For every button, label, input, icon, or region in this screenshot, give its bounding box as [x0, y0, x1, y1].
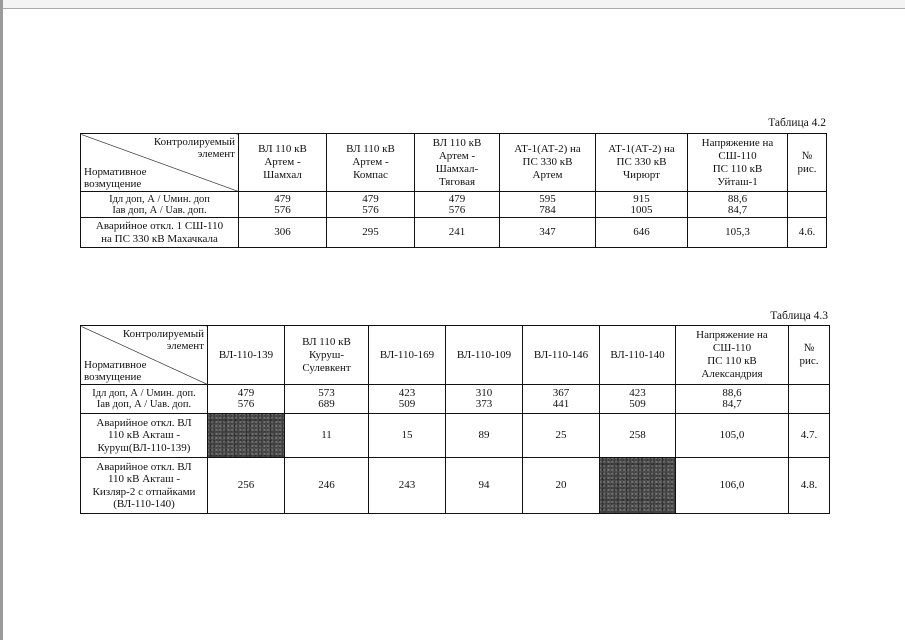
corner-disturbance-label: возмущение	[84, 178, 142, 190]
limit-value-cell: 479 576	[208, 385, 285, 414]
value-cell: 306	[239, 218, 327, 248]
corner-cell	[81, 134, 239, 192]
limit-value-cell: 915 1005	[596, 192, 688, 218]
shaded-blank-cell	[600, 458, 676, 514]
value-cell: 94	[446, 458, 523, 514]
column-header: № рис.	[788, 134, 827, 192]
emergency-limit-label: Iав доп, А / Uав. доп.	[96, 399, 192, 410]
value-cell: 15	[369, 414, 446, 458]
table-4-3-caption: Таблица 4.3	[770, 310, 828, 322]
scenario-label: Аварийное откл. ВЛ 110 кВ Акташ - Куруш(ВЛ-110-139)	[81, 414, 208, 458]
limit-value-cell	[788, 192, 827, 218]
scenario-row	[81, 414, 830, 458]
column-header: ВЛ-110-140	[600, 326, 676, 385]
value-cell: 241	[415, 218, 500, 248]
limit-value-cell: 479 576	[327, 192, 415, 218]
table-4-2	[80, 133, 827, 248]
value-cell: 246	[285, 458, 369, 514]
header-row	[81, 134, 827, 192]
value-cell: 646	[596, 218, 688, 248]
corner-element-label: элемент	[166, 340, 204, 352]
limits-row	[81, 385, 830, 414]
corner-cell	[81, 326, 208, 385]
limit-value-cell: 423 509	[369, 385, 446, 414]
value-cell: 347	[500, 218, 596, 248]
corner-normative-label: Нормативное	[84, 359, 147, 371]
column-header: ВЛ-110-109	[446, 326, 523, 385]
long-term-limit-label: Iдл доп, А / Uмин. доп	[109, 193, 210, 205]
scenario-row	[81, 218, 827, 248]
limits-row	[81, 192, 827, 218]
column-header: ВЛ 110 кВ Артем - Шамхал- Тяговая	[415, 134, 500, 192]
corner-controlled-label: Контролируемый	[122, 328, 204, 340]
limit-value-cell: 367 441	[523, 385, 600, 414]
figure-number-cell: 4.6.	[788, 218, 827, 248]
value-cell: 256	[208, 458, 285, 514]
value-cell: 105,0	[676, 414, 789, 458]
limit-value-cell: 573 689	[285, 385, 369, 414]
scan-left-edge	[0, 0, 3, 640]
limit-value-cell: 479 576	[239, 192, 327, 218]
value-cell: 11	[285, 414, 369, 458]
column-header: Напряжение на СШ-110 ПС 110 кВ Александрия	[676, 326, 789, 385]
corner-disturbance-label: возмущение	[84, 371, 142, 383]
figure-number-cell: 4.7.	[789, 414, 830, 458]
limit-value-cell: 310 373	[446, 385, 523, 414]
limit-value-cell	[789, 385, 830, 414]
column-header: ВЛ 110 кВ Куруш- Сулевкент	[285, 326, 369, 385]
column-header: ВЛ 110 кВ Артем - Шамхал	[239, 134, 327, 192]
value-cell: 89	[446, 414, 523, 458]
scenario-label: Аварийное откл. ВЛ 110 кВ Акташ - Кизляр-2 с отпайками (ВЛ-110-140)	[81, 458, 208, 514]
limit-value-cell: 88,6 84,7	[688, 192, 788, 218]
column-header: ВЛ-110-169	[369, 326, 446, 385]
table-4-2-caption: Таблица 4.2	[768, 117, 826, 129]
value-cell: 105,3	[688, 218, 788, 248]
limits-label-cell	[81, 192, 239, 218]
column-header: Напряжение на СШ-110 ПС 110 кВ Уйташ-1	[688, 134, 788, 192]
value-cell: 295	[327, 218, 415, 248]
figure-number-cell: 4.8.	[789, 458, 830, 514]
scenario-row	[81, 458, 830, 514]
value-cell: 20	[523, 458, 600, 514]
corner-controlled-label: Контролируемый	[153, 136, 235, 148]
column-header: АТ-1(АТ-2) на ПС 330 кВ Чирюрт	[596, 134, 688, 192]
value-cell: 258	[600, 414, 676, 458]
value-cell: 106,0	[676, 458, 789, 514]
scan-top-edge	[0, 0, 905, 9]
limit-value-cell: 423 509	[600, 385, 676, 414]
column-header: ВЛ-110-146	[523, 326, 600, 385]
table-4-3	[80, 325, 830, 514]
corner-normative-label: Нормативное	[84, 166, 147, 178]
value-cell: 25	[523, 414, 600, 458]
corner-element-label: элемент	[197, 148, 235, 160]
shaded-blank-cell	[208, 414, 285, 458]
limit-value-cell: 595 784	[500, 192, 596, 218]
long-term-limit-label: Iдл доп, А / Uмин. доп.	[92, 388, 196, 399]
column-header: АТ-1(АТ-2) на ПС 330 кВ Артем	[500, 134, 596, 192]
header-row	[81, 326, 830, 385]
column-header: ВЛ-110-139	[208, 326, 285, 385]
limit-value-cell: 88,6 84,7	[676, 385, 789, 414]
column-header: № рис.	[789, 326, 830, 385]
limits-label-cell	[81, 385, 208, 414]
emergency-limit-label: Iав доп, А / Uав. доп.	[112, 204, 207, 216]
limit-value-cell: 479 576	[415, 192, 500, 218]
value-cell: 243	[369, 458, 446, 514]
column-header: ВЛ 110 кВ Артем - Компас	[327, 134, 415, 192]
scenario-label: Аварийное откл. 1 СШ-110 на ПС 330 кВ Махачкала	[81, 218, 239, 248]
